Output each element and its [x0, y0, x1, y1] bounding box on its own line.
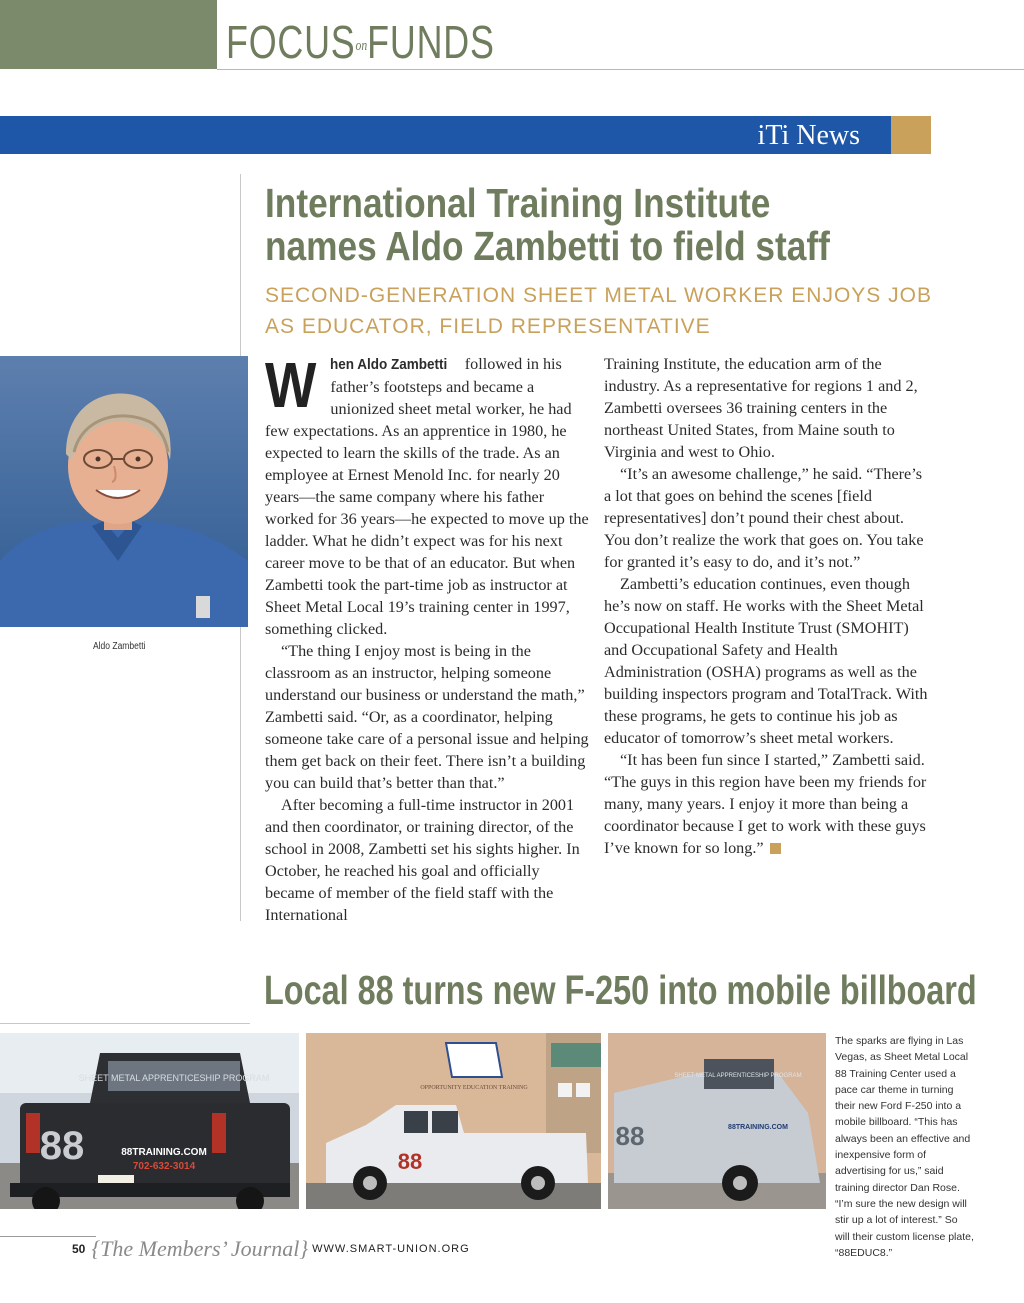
paragraph-1: [265, 349, 593, 640]
article-column-2: [604, 353, 932, 859]
page-footer: [72, 1236, 470, 1262]
truck-angle-site: 88TRAINING.COM: [728, 1124, 788, 1131]
second-headline: Local 88 turns new F-250 into mobile billboard: [264, 967, 977, 1013]
truck-photo-rear: [0, 1033, 299, 1209]
paragraph-4: “It’s an awesome challenge,” he said. “There’s a lot that goes on behind the scenes [field representatives] don’t pound their chest about. You don’t realize the work that goes on. You take for granted it’s easy to do, and it’s not.”: [604, 465, 924, 571]
paragraph-2: “The thing I enjoy most is being in the classroom as an instructor, helping someone understand our business or understand the math,” Zambetti said. “Or, as a coordinator, helping someone take care of a personal issue and helping them get back on their feet. There isn’t a building you can build that’s better than that.”: [265, 642, 589, 792]
news-banner-label: iTi News: [757, 120, 860, 151]
portrait-illustration: [0, 356, 248, 627]
paragraph-3b: Training Institute, the education arm of the industry. As a representative for regions 1 and 2, Zambetti oversees 36 training centers in the northeast United States, from Maine south to Virginia and west to Ohio.: [604, 355, 918, 461]
drop-cap: W: [265, 349, 317, 421]
paragraph-6-text: “It has been fun since I started,” Zambetti said. “The guys in this region have been my friends for many, many years. I enjoy it more than being a coordinator because I get to work with these guys I’ve known for so long.”: [604, 751, 927, 857]
truck-phone: 702-632-3014: [132, 1161, 196, 1172]
truck-website: 88TRAINING.COM: [121, 1147, 207, 1158]
building-sign-text: OPPORTUNITY EDUCATION TRAINING: [420, 1085, 528, 1091]
article-subhead: SECOND-GENERATION SHEET METAL WORKER ENJOYS JOB AS EDUCATOR, FIELD REPRESENTATIVE: [265, 284, 932, 338]
footer-url[interactable]: WWW.SMART-UNION.ORG: [312, 1243, 470, 1255]
truck-side-illustration: [306, 1033, 601, 1209]
truck-angle-logo: SHEET METAL APPRENTICESHIP PROGRAM: [674, 1073, 802, 1079]
truck-photo-angle: [608, 1033, 826, 1209]
end-of-article-mark: [770, 843, 781, 854]
header-rule: [217, 69, 1024, 70]
section-title-on: on: [355, 37, 368, 54]
article-headline: International Training Institute names Aldo Zambetti to field staff: [265, 180, 830, 269]
truck-rear-illustration: [0, 1033, 299, 1209]
article-column-1: [265, 349, 593, 926]
paragraph-5: Zambetti’s education continues, even though he’s now on staff. He works with the Sheet Metal Occupational Health Institute Trust (SMOHIT) and Occupational Safety and Health Administration (OSHA) programs as well as the building inspectors program and TotalTrack. With these programs, he gets to continue his job as educator of tomorrow’s sheet metal workers.: [604, 575, 928, 747]
lead-in: hen Aldo Zambetti: [330, 356, 448, 373]
truck-photo-side: [306, 1033, 601, 1209]
section-title-left: FOCUS: [226, 16, 356, 68]
portrait-photo: [0, 356, 248, 627]
page-number: 50: [72, 1242, 86, 1256]
section-rule: [0, 1023, 250, 1024]
paragraph-6: [604, 749, 932, 859]
journal-name: {The Members’ Journal}: [91, 1236, 309, 1261]
paragraph-3a: After becoming a full-time instructor in 2001 and then coordinator, or training director, of the school in 2008, Zambetti set his sights higher. In October, he reached his goal and officially became of member of the field staff with the International: [265, 796, 580, 924]
truck-logo-text: SHEET METAL APPRENTICESHIP PROGRAM: [78, 1073, 270, 1083]
truck-side-number: 88: [397, 1149, 423, 1174]
photo-caption: Aldo Zambetti: [93, 641, 146, 652]
news-banner-accent: [891, 116, 931, 154]
truck-number: 88: [39, 1124, 85, 1168]
truck-angle-number: 88: [615, 1121, 645, 1151]
truck-angle-illustration: [608, 1033, 826, 1209]
header-color-block: [0, 0, 217, 69]
section-title-right: FUNDS: [367, 16, 495, 68]
section-title: [226, 14, 495, 74]
paragraph-1-text: followed in his father’s footsteps and became a unionized sheet metal worker, he had few expectations. As an apprentice in 1980, he expected to learn the skills of the trade. As an employee at Ernest Menold Inc. for nearly 20 years—the same company where his father worked for 36 years—he expected to move up the ladder. What he didn’t expect was for his next career move to be that of an educator. But when Zambetti took the part-time job as instructor at Sheet Metal Local 19’s training center in 1997, something clicked.: [265, 355, 589, 638]
billboard-caption: The sparks are flying in Las Vegas, as Sheet Metal Local 88 Training Center used a pace car theme in turning their new Ford F-250 into a mobile billboard. “This has always been an effective and inexpensive form of advertising for us,” said training director Dan Rose. “I’m sure the new design will stir up a lot of interest.” So will their custom license plate, “88EDUC8.”: [835, 1035, 974, 1259]
